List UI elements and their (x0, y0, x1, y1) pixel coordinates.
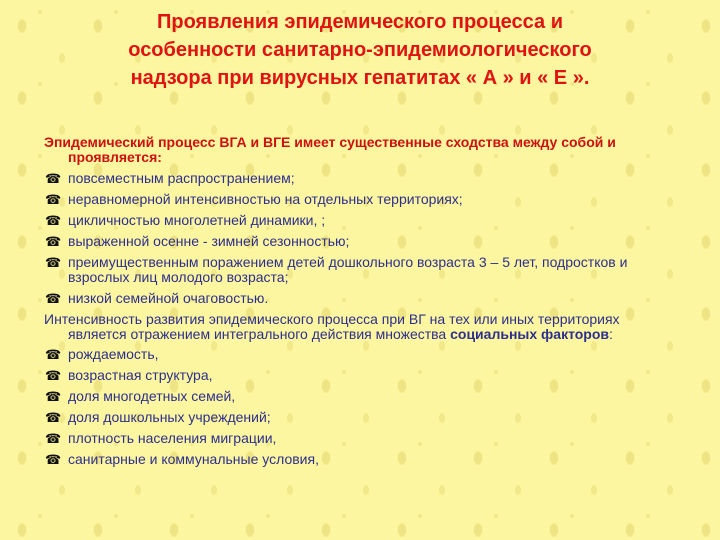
telephone-icon: ☎ (45, 171, 62, 186)
manifestations-list (44, 171, 674, 306)
list-item-text: доля дошкольных учреждений; (68, 409, 271, 425)
list-item-text: возрастная структура, (68, 367, 213, 383)
list-item (44, 347, 674, 362)
list-item (44, 452, 674, 467)
social-factors-emphasis: социальных факторов (450, 326, 610, 342)
list-item-text: плотность населения миграции, (68, 430, 277, 446)
list-item-text: неравномерной интенсивностью на отдельных территориях; (68, 191, 463, 207)
paragraph-tail: : (609, 326, 613, 342)
list-item (44, 431, 674, 446)
telephone-icon: ☎ (45, 192, 62, 207)
list-item-text: преимущественным поражением детей дошкольного возраста 3 – 5 лет, подростков и взрослых лиц молодого возраста; (68, 254, 628, 285)
title-line-1: Проявления эпидемического процесса и (156, 11, 563, 33)
telephone-icon: ☎ (45, 291, 62, 306)
list-item (44, 410, 674, 425)
list-item-text: повсеместным распространением; (68, 170, 295, 186)
list-item (44, 368, 674, 383)
list-item-text: цикличностью многолетней динамики, ; (68, 212, 326, 228)
list-item (44, 255, 674, 285)
list-item-text: рождаемость, (68, 346, 159, 362)
slide-content (44, 135, 674, 473)
telephone-icon: ☎ (45, 213, 62, 228)
list-item (44, 192, 674, 207)
telephone-icon: ☎ (45, 368, 62, 383)
telephone-icon: ☎ (45, 347, 62, 362)
list-item (44, 234, 674, 249)
title-line-3: надзора при вирусных гепатитах « А » и « Е ». (130, 67, 590, 89)
telephone-icon: ☎ (45, 389, 62, 404)
list-item-text: доля многодетных семей, (68, 388, 236, 404)
telephone-icon: ☎ (45, 255, 62, 270)
list-item (44, 291, 674, 306)
list-item-text: выраженной осенне - зимней сезонностью; (68, 233, 350, 249)
slide-title (40, 8, 680, 92)
paragraph-text: Интенсивность развития эпидемического процесса при ВГ на тех или иных территориях является отражением интегрального действия множества (44, 311, 620, 342)
telephone-icon: ☎ (45, 452, 62, 467)
telephone-icon: ☎ (45, 410, 62, 425)
list-item-text: низкой семейной очаговостью. (68, 290, 269, 306)
intro-text: Эпидемический процесс ВГА и ВГЕ имеет существенные сходства между собой и проявляется: (44, 134, 616, 165)
title-line-2: особенности санитарно-эпидемиологического (128, 39, 592, 61)
list-item (44, 389, 674, 404)
social-factors-paragraph (44, 312, 674, 342)
list-item-text: санитарные и коммунальные условия, (68, 451, 319, 467)
list-item (44, 171, 674, 186)
telephone-icon: ☎ (45, 234, 62, 249)
list-item (44, 213, 674, 228)
telephone-icon: ☎ (45, 431, 62, 446)
social-factors-list (44, 347, 674, 467)
